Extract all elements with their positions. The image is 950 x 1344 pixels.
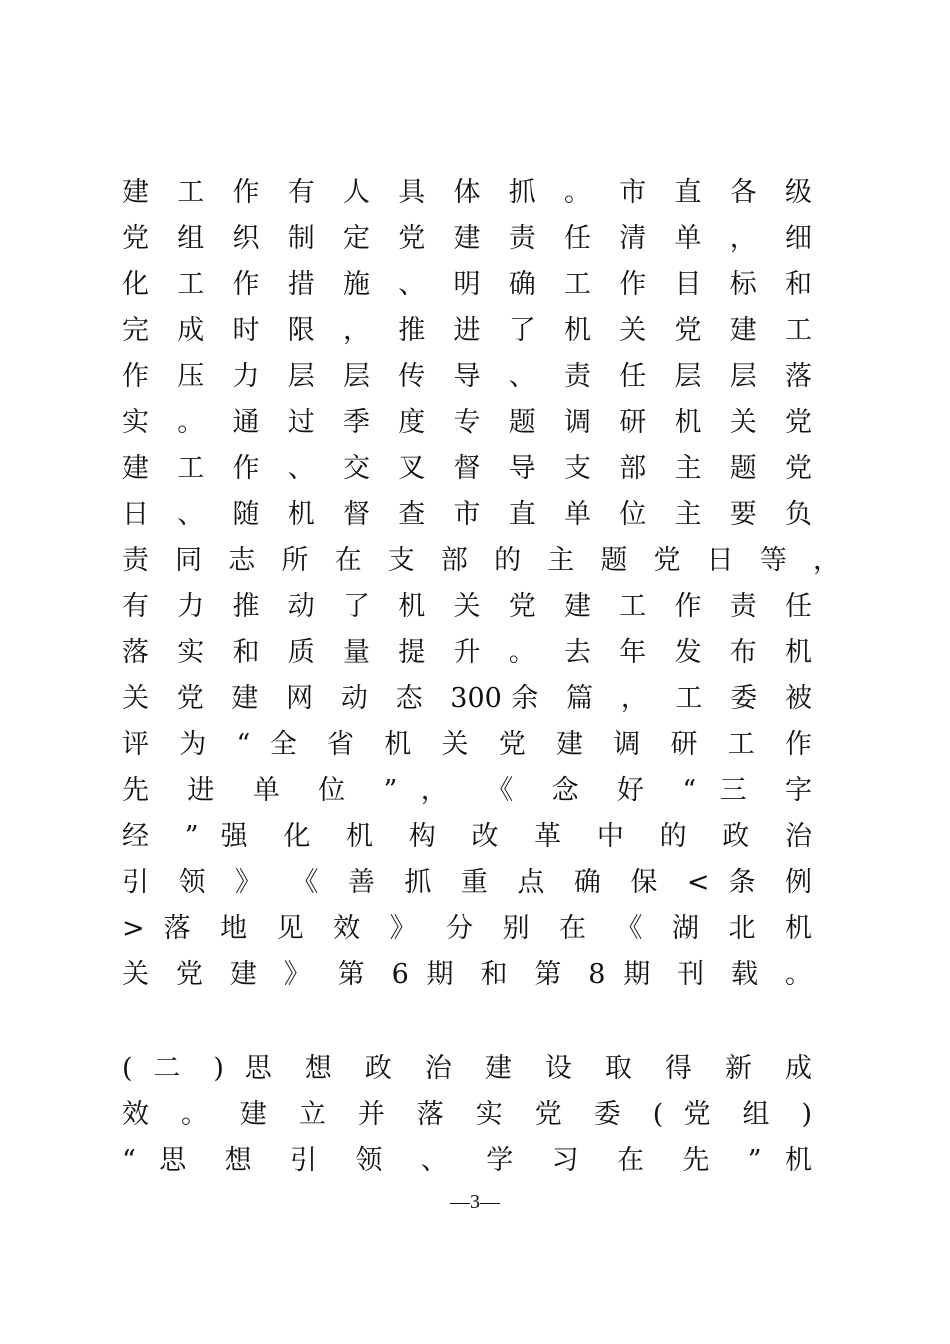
text-line-9: 责 同 志 所 在 支 部 的 主 题 党 日 等 ，: [122, 545, 840, 576]
text-line-14: 先 进 单 位 ” ， 《 念 好 “ 三 字: [122, 775, 812, 806]
text-line-20: 效 。 建 立 并 落 实 党 委 ( 党 组 ): [122, 1099, 812, 1130]
text-line-13: 评 为 “ 全 省 机 关 党 建 调 研 工 作: [122, 729, 812, 760]
text-line-3: 化 工 作 措 施 、 明 确 工 作 目 标 和: [122, 269, 812, 300]
text-line-4: 完 成 时 限 ， 推 进 了 机 关 党 建 工: [122, 315, 812, 346]
text-line-18: 关 党 建 》 第 6 期 和 第 8 期 刊 载 。: [122, 959, 812, 990]
text-line-2: 党 组 织 制 定 党 建 责 任 清 单 ， 细: [122, 223, 812, 254]
text-line-16: 引 领 》 《 善 抓 重 点 确 保 < 条 例: [122, 867, 812, 898]
text-line-15: 经 ” 强 化 机 构 改 革 中 的 政 治: [122, 821, 812, 852]
text-line-7: 建 工 作 、 交 叉 督 导 支 部 主 题 党: [122, 453, 812, 484]
text-line-6: 实 。 通 过 季 度 专 题 调 研 机 关 党: [122, 407, 812, 438]
text-line-17: > 落 地 见 效 》 分 别 在 《 湖 北 机: [122, 913, 812, 944]
text-line-1: 建 工 作 有 人 具 体 抓 。 市 直 各 级: [122, 177, 812, 208]
text-line-12: 关 党 建 网 动 态 300余 篇 ， 工 委 被: [122, 683, 812, 714]
section-heading-line: ( 二 ) 思 想 政 治 建 设 取 得 新 成: [122, 1053, 812, 1084]
text-line-5: 作 压 力 层 层 传 导 、 责 任 层 层 落: [122, 361, 812, 392]
text-line-11: 落 实 和 质 量 提 升 。 去 年 发 布 机: [122, 637, 812, 668]
text-line-10: 有 力 推 动 了 机 关 党 建 工 作 责 任: [122, 591, 812, 622]
text-line-8: 日 、 随 机 督 查 市 直 单 位 主 要 负: [122, 499, 812, 530]
text-line-21: “ 思 想 引 领 、 学 习 在 先 ” 机: [122, 1145, 812, 1176]
page-number: —3—: [450, 1191, 500, 1213]
